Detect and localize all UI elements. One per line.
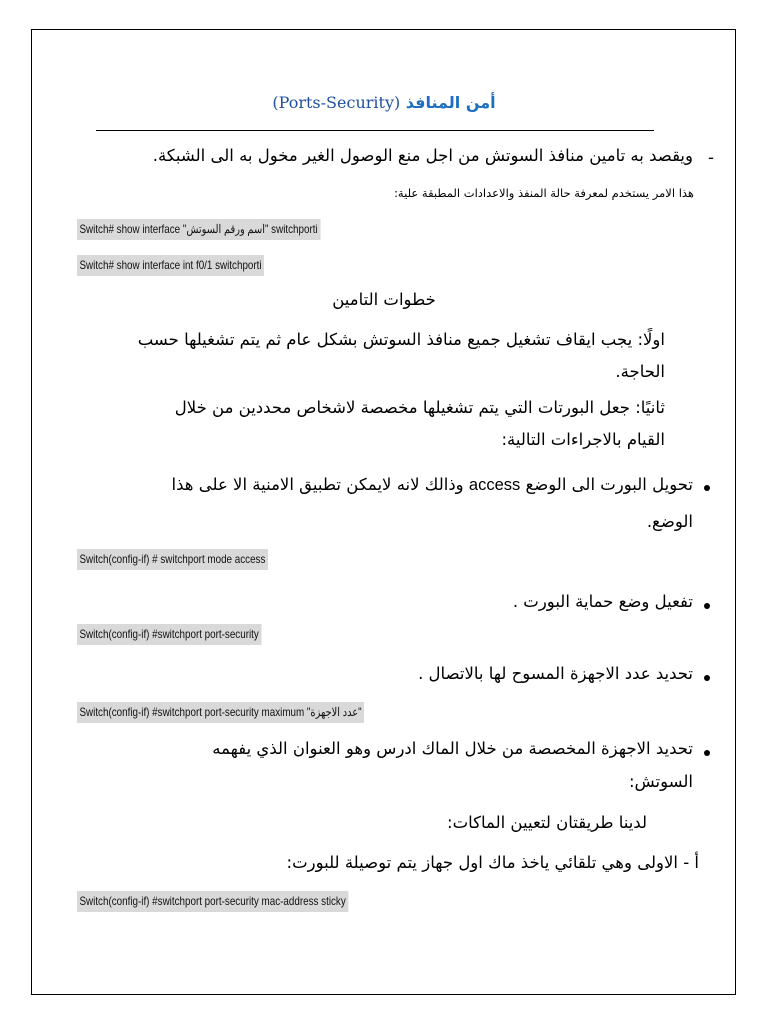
b1-access-word: access — [468, 476, 521, 494]
cmd1-prefix: Switch# show interface " — [79, 222, 187, 236]
command-show-interface-f0-1: Switch# show interface int f0/1 switchporti — [77, 255, 264, 276]
steps-heading: خطوات التامين — [332, 290, 436, 309]
command-mac-address-sticky: Switch(config-if) #switchport port-security mac-address sticky — [77, 891, 348, 912]
second-step-line2: القيام بالاجراءات التالية: — [501, 430, 665, 449]
cmd5-arabic: عدد الاجهزة — [310, 705, 359, 719]
method-first: أ - الاولى وهي تلقائي ياخذ ماك اول جهاز يتم توصيلة للبورت: — [286, 853, 699, 872]
b1-part1: تحويل البورت الى الوضع — [520, 475, 693, 494]
bullet-mac-devices-line2: السوتش: — [628, 772, 693, 791]
bullet-access-mode-line2: الوضع. — [646, 512, 693, 531]
bullet-port-security: تفعيل وضع حماية البورت . — [512, 592, 693, 611]
title-arabic: أمن المنافذ — [405, 93, 496, 112]
cmd5-prefix: Switch(config-if) #switchport port-security maximum " — [79, 705, 311, 719]
cmd1-suffix: " switchporti — [264, 222, 318, 236]
title-underline — [96, 130, 654, 131]
command-switchport-mode-access: Switch(config-if) # switchport mode access — [77, 549, 268, 570]
bullet-dot — [704, 603, 710, 609]
bullet-access-mode-line1 — [172, 475, 693, 495]
second-step-line1: ثانيًا: جعل البورتات التي يتم تشغيلها مخصصة لاشخاص محددين من خلال — [174, 398, 665, 417]
bullet-dot — [704, 750, 710, 756]
command-port-security: Switch(config-if) #switchport port-security — [77, 624, 261, 645]
bullet-mac-devices-line1: تحديد الاجهزة المخصصة من خلال الماك ادرس وهو العنوان الذي يفهمه — [212, 739, 693, 758]
first-step-line1: اولًا: يجب ايقاف تشغيل جميع منافذ السوتش بشكل عام ثم يتم تشغيلها حسب — [137, 330, 665, 349]
bullet-dot — [704, 485, 710, 491]
page-border — [31, 29, 736, 995]
bullet-dot — [704, 675, 710, 681]
intro-line: ويقصد به تامين منافذ السوتش من اجل منع الوصول الغير مخول به الى الشبكة. — [152, 146, 693, 165]
cmd1-arabic: اسم ورقم السوتش — [186, 222, 265, 236]
command-port-security-maximum — [77, 702, 364, 723]
intro-dash: - — [708, 148, 714, 167]
b1-part2: وذالك لانه لايمكن تطبيق الامنية الا على هذا — [171, 475, 469, 494]
title-latin: (Ports-Security) — [272, 93, 401, 112]
cmd5-suffix: " — [358, 705, 362, 719]
bullet-max-devices: تحديد عدد الاجهزة المسوح لها بالاتصال . — [418, 664, 693, 683]
methods-heading: لدينا طريقتان لتعيين الماكات: — [447, 813, 647, 832]
page-title — [0, 93, 768, 112]
first-step-line2: الحاجة. — [615, 362, 665, 381]
command-show-interface-name — [77, 219, 320, 240]
intro-note: هذا الامر يستخدم لمعرفة حالة المنفذ والاعدادات المطبقة علية: — [394, 186, 694, 200]
